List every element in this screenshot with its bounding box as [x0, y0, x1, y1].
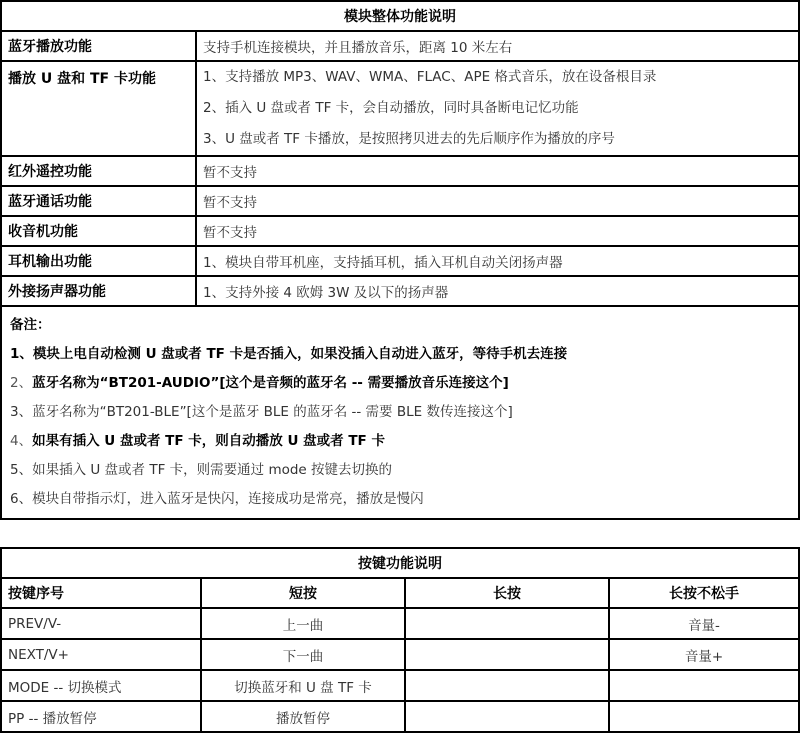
row-label: 外接扬声器功能: [1, 276, 196, 306]
note-item: [10, 369, 790, 398]
long-press-action: [405, 701, 609, 732]
table-row: [1, 639, 799, 670]
note-text: 如果有插入 U 盘或者 TF 卡，则自动播放 U 盘或者 TF 卡: [32, 433, 385, 449]
note-number: 1、: [10, 346, 33, 362]
row-value-line: 3、U 盘或者 TF 卡播放，是按照拷贝进去的先后顺序作为播放的序号: [203, 131, 615, 147]
row-label: 蓝牙播放功能: [1, 31, 196, 61]
short-press-action: 切换蓝牙和 U 盘 TF 卡: [201, 670, 405, 701]
row-value-line: 2、插入 U 盘或者 TF 卡，会自动播放，同时具备断电记忆功能: [203, 100, 579, 116]
note-item: [10, 398, 790, 427]
header-long-press: 长按: [405, 578, 609, 608]
row-value: 暂不支持: [196, 156, 799, 186]
short-press-action: 下一曲: [201, 639, 405, 670]
row-label: 耳机输出功能: [1, 246, 196, 276]
short-press-action: 播放暂停: [201, 701, 405, 732]
notes-title: 备注：: [10, 317, 51, 333]
header-key-number: 按键序号: [1, 578, 201, 608]
row-value: 1、支持外接 4 欧姆 3W 及以下的扬声器: [196, 276, 799, 306]
key-table-title: 按键功能说明: [1, 548, 799, 578]
hold-press-action: 音量+: [609, 639, 799, 670]
table-row: [1, 216, 799, 246]
long-press-action: [405, 670, 609, 701]
long-press-action: [405, 639, 609, 670]
key-name: PP -- 播放暂停: [1, 701, 201, 732]
table-row: [1, 670, 799, 701]
table-row: [1, 31, 799, 61]
key-table: [0, 547, 800, 733]
short-press-action: 上一曲: [201, 608, 405, 639]
row-value: 支持手机连接模块，并且播放音乐，距离 10 米左右: [196, 31, 799, 61]
table-row: [1, 276, 799, 306]
notes-cell: [1, 306, 799, 519]
table-row: [1, 156, 799, 186]
note-text: 蓝牙名称为“BT201-AUDIO”[这个是音频的蓝牙名 -- 需要播放音乐连接这个]: [32, 375, 509, 391]
row-label: 蓝牙通话功能: [1, 186, 196, 216]
note-text: 模块自带指示灯，进入蓝牙是快闪，连接成功是常亮，播放是慢闪: [32, 491, 424, 507]
row-value: 暂不支持: [196, 216, 799, 246]
note-text: 模块上电自动检测 U 盘或者 TF 卡是否插入，如果没插入自动进入蓝牙，等待手机去连接: [32, 346, 568, 362]
table-row: [1, 701, 799, 732]
note-number: 4、: [10, 433, 33, 449]
notes-row: [1, 306, 799, 519]
key-table-header: [1, 578, 799, 608]
row-label: 收音机功能: [1, 216, 196, 246]
key-name: MODE -- 切换模式: [1, 670, 201, 701]
header-short-press: 短按: [201, 578, 405, 608]
long-press-action: [405, 608, 609, 639]
key-name: NEXT/V+: [1, 639, 201, 670]
row-value-line: 1、支持播放 MP3、WAV、WMA、FLAC、APE 格式音乐，放在设备根目录: [203, 69, 657, 85]
header-hold-press: 长按不松手: [609, 578, 799, 608]
table-row: [1, 246, 799, 276]
note-item: [10, 456, 790, 485]
row-value: [196, 61, 799, 156]
note-number: 6、: [10, 491, 33, 507]
row-label: 播放 U 盘和 TF 卡功能: [1, 61, 196, 156]
note-number: 2、: [10, 375, 33, 391]
row-label: 红外遥控功能: [1, 156, 196, 186]
note-number: 3、: [10, 404, 33, 420]
note-text: 蓝牙名称为“BT201-BLE”[这个是蓝牙 BLE 的蓝牙名 -- 需要 BLE 数传连接这个]: [32, 404, 513, 420]
hold-press-action: [609, 670, 799, 701]
row-value: 暂不支持: [196, 186, 799, 216]
table-row: [1, 186, 799, 216]
note-text: 如果插入 U 盘或者 TF 卡，则需要通过 mode 按键去切换的: [32, 462, 393, 478]
feature-table-title: 模块整体功能说明: [1, 1, 799, 31]
note-item: [10, 340, 790, 369]
hold-press-action: [609, 701, 799, 732]
hold-press-action: 音量-: [609, 608, 799, 639]
row-value: 1、模块自带耳机座，支持插耳机，插入耳机自动关闭扬声器: [196, 246, 799, 276]
note-item: [10, 485, 790, 514]
note-item: [10, 427, 790, 456]
table-row: [1, 61, 799, 156]
note-number: 5、: [10, 462, 33, 478]
key-name: PREV/V-: [1, 608, 201, 639]
table-row: [1, 608, 799, 639]
